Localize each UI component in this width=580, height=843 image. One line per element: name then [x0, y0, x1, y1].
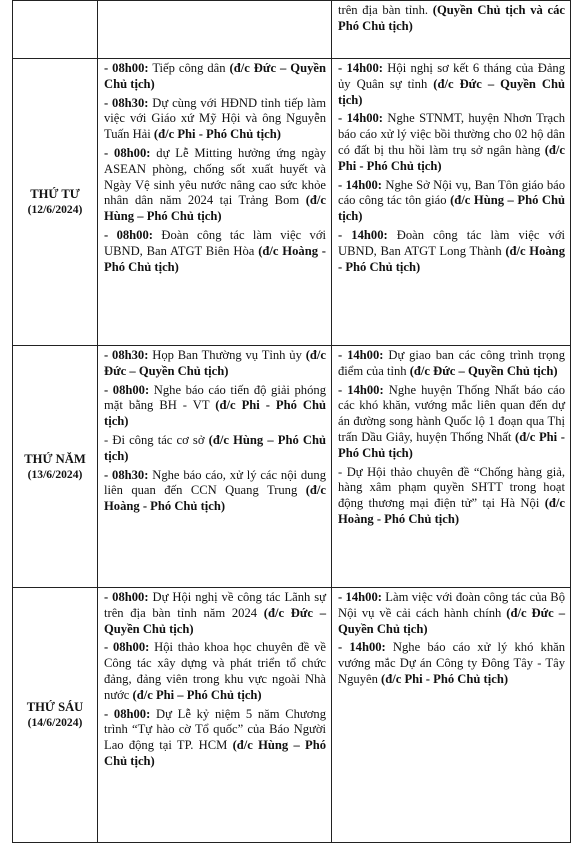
- item-person: (đ/c Hùng – Phó Chủ tịch): [104, 738, 327, 768]
- day-cell-empty: [13, 1, 98, 59]
- day-cell: [13, 59, 98, 346]
- schedule-row-thursday: [13, 346, 571, 588]
- item-text: Đoàn công tác làm việc với UBND, Ban ATGT Biên Hòa: [104, 227, 327, 258]
- schedule-item: - 08h00: Hội thảo khoa học chuyên đề về Công tác xây dựng và phát triển tổ chức đảng, đảng viên trong khu vực ngoài Nhà nước (đ/c Phi – Phó Chủ tịch): [104, 640, 326, 702]
- day-name: THỨ SÁU: [26, 700, 84, 714]
- schedule-item: - 14h00: Nghe báo cáo xử lý khó khăn vướng mắc Dự án Công ty Đông Tây - Tây Nguyên (đ/c Phi - Phó Chủ tịch): [338, 640, 565, 686]
- item-person: (đ/c Hùng – Phó Chủ tịch): [338, 193, 566, 224]
- afternoon-cell: [332, 588, 571, 843]
- item-time: 14h00:: [345, 590, 382, 604]
- item-time: 14h00:: [351, 227, 388, 242]
- item-time: 08h00:: [114, 145, 151, 160]
- item-person: (đ/c Phi - Phó Chủ tịch): [381, 671, 509, 686]
- item-time: 14h00:: [346, 61, 383, 75]
- item-person: (đ/c Phi - Phó Chủ tịch): [153, 127, 281, 142]
- schedule-item: - Dự Hội thảo chuyên đề “Chống hàng giả, hàng xâm phạm quyền SHTT trong hoạt động thương mại điện tử” tại Hà Nội (đ/c Hoàng - Phó Chủ tịch): [338, 464, 566, 526]
- item-text: Họp Ban Thường vụ Tỉnh ủy: [152, 348, 306, 362]
- item-person: (đ/c Hùng – Phó Chủ tịch): [104, 432, 327, 463]
- item-person: (đ/c Phi - Phó Chủ tịch): [338, 429, 565, 460]
- schedule-item: - 14h00: Làm việc với đoàn công tác của Bộ Nội vụ về cải cách hành chính (đ/c Đức – Quyền Chủ tịch): [338, 590, 565, 636]
- schedule-item: - 08h30: Dự cùng với HĐND tỉnh tiếp làm việc với Giáo xứ Mỹ Hội và ông Nguyễn Tuấn Hải (đ/c Phi - Phó Chủ tịch): [104, 95, 326, 142]
- item-text: Dự Hội thảo chuyên đề “Chống hàng giả, hàng xâm phạm quyền SHTT trong hoạt động thương mại điện tử” tại Hà Nội: [338, 464, 566, 511]
- morning-cell: [98, 346, 332, 588]
- item-text: Đi công tác cơ sở: [112, 432, 209, 447]
- schedule-item: - 14h00: Hội nghị sơ kết 6 tháng của Đảng ủy Quân sự tỉnh (đ/c Đức – Quyền Chủ tịch): [338, 61, 566, 107]
- schedule-row-friday: [13, 588, 571, 843]
- item-time: 08h00:: [112, 61, 149, 75]
- schedule-item: - 14h00: Đoàn công tác làm việc với UBND, Ban ATGT Long Thành (đ/c Hoàng - Phó Chủ tịch): [338, 227, 565, 274]
- schedule-item: - 08h00: Nghe báo cáo tiến độ giải phóng mặt bằng BH - VT (đ/c Phi - Phó Chủ tịch): [104, 382, 326, 429]
- schedule-row-wednesday: [13, 59, 571, 346]
- item-text: trên địa bàn tỉnh.: [338, 3, 433, 17]
- schedule-item: - 08h30: Họp Ban Thường vụ Tỉnh ủy (đ/c Đức – Quyền Chủ tịch): [104, 348, 327, 378]
- item-text: Dự Hội nghị về công tác Lãnh sự trên địa bàn tỉnh năm 2024: [104, 590, 327, 620]
- schedule-item: - 14h00: Nghe huyện Thống Nhất báo cáo các khó khăn, vướng mắc liên quan đến dự án đường song hành Quốc lộ 1 đoạn qua Thị trấn Dầu Giây, huyện Thống Nhất (đ/c Phi - Phó Chủ tịch): [338, 382, 566, 460]
- item-text: Tiếp công dân: [152, 61, 230, 75]
- item-person: (đ/c Hoàng - Phó Chủ tịch): [338, 496, 565, 526]
- item-time: 08h00:: [116, 227, 153, 242]
- schedule-item: - 08h30: Nghe báo cáo, xử lý các nội dung liên quan đến CCN Quang Trung (đ/c Hoàng - Phó Chủ tịch): [104, 467, 327, 514]
- schedule-item: - Đi công tác cơ sở (đ/c Hùng – Phó Chủ tịch): [104, 432, 327, 463]
- item-time: 08h00:: [112, 590, 149, 604]
- item-time: 08h30:: [112, 467, 149, 482]
- item-person: (đ/c Hoàng - Phó Chủ tịch): [104, 243, 326, 274]
- item-time: 08h30:: [112, 348, 149, 362]
- item-time: 08h00:: [112, 382, 150, 397]
- day-date: (12/6/2024): [27, 203, 83, 216]
- morning-cell: [98, 59, 332, 346]
- item-time: 14h00:: [345, 177, 382, 192]
- schedule-item: - 14h00: Nghe Sở Nội vụ, Ban Tôn giáo báo cáo công tác tôn giáo (đ/c Hùng – Phó Chủ tịch): [338, 177, 566, 224]
- schedule-item: - 08h00: Đoàn công tác làm việc với UBND, Ban ATGT Biên Hòa (đ/c Hoàng - Phó Chủ tịch): [104, 227, 327, 274]
- item-time: 14h00:: [349, 640, 386, 655]
- day-name: THỨ TƯ: [30, 187, 80, 201]
- item-person: (đ/c Đức – Quyền Chủ tịch): [338, 76, 565, 107]
- item-text: Hội nghị sơ kết 6 tháng của Đảng ủy Quân sự tỉnh: [338, 61, 566, 91]
- item-text: Nghe báo cáo tiến độ giải phóng mặt bằng BH - VT: [104, 382, 326, 413]
- item-time: 14h00:: [347, 348, 384, 362]
- item-text: Nghe Sở Nội vụ, Ban Tôn giáo báo cáo công tác tôn giáo: [338, 177, 566, 208]
- afternoon-cell: [332, 59, 571, 346]
- item-person: (đ/c Phi – Phó Chủ tịch): [132, 687, 262, 702]
- item-text: Nghe STNMT, huyện Nhơn Trạch báo cáo xử lý việc bồi thường cho 02 hộ dân có đất bị thu hồi làm trụ sở ngân hàng: [338, 111, 566, 157]
- item-person: (đ/c Hùng – Phó Chủ tịch): [104, 193, 326, 224]
- schedule-item: [338, 3, 565, 35]
- item-person: (đ/c Hoàng - Phó Chủ tịch): [104, 483, 326, 514]
- item-person: (đ/c Đức – Quyền Chủ tịch): [338, 605, 565, 636]
- item-time: 14h00:: [346, 111, 383, 126]
- item-text: Dự giao ban các công trình trọng điểm của tỉnh: [338, 348, 565, 378]
- item-time: 08h30:: [112, 95, 149, 110]
- morning-cell-empty: [98, 1, 332, 59]
- item-text: Đoàn công tác làm việc với UBND, Ban ATGT Long Thành: [338, 227, 565, 258]
- day-date: (13/6/2024): [27, 467, 83, 481]
- item-person: (Quyền Chủ tịch và các Phó Chủ tịch): [338, 3, 566, 33]
- item-person: (đ/c Đức – Quyền Chủ tịch): [104, 348, 327, 378]
- schedule-row-continued: [13, 1, 571, 59]
- schedule-item: - 08h00: dự Lễ Mitting hưởng ứng ngày ASEAN phòng, chống sốt xuất huyết và Ngày Vệ sinh yêu nước nâng cao sức khỏe nhân dân năm 2024 tại Trảng Bom (đ/c Hùng – Phó Chủ tịch): [104, 145, 327, 224]
- item-text: Nghe báo cáo, xử lý các nội dung liên quan đến CCN Quang Trung: [104, 467, 327, 498]
- item-person: (đ/c Phi - Phó Chủ tịch): [338, 142, 565, 173]
- item-text: Dự cùng với HĐND tỉnh tiếp làm việc với Giáo xứ Mỹ Hội và ông Nguyễn Tuấn Hải: [104, 95, 326, 142]
- schedule-item: - 14h00: Dự giao ban các công trình trọng điểm của tỉnh (đ/c Đức – Quyền Chủ tịch): [338, 348, 565, 378]
- item-text: Dự Lễ kỷ niệm 5 năm Chương trình “Tự hào cờ Tổ quốc” của Báo Người Lao động tại TP. HCM: [104, 706, 327, 753]
- item-time: 14h00:: [347, 382, 384, 397]
- day-cell: [13, 588, 98, 843]
- item-text: Nghe báo cáo xử lý khó khăn vướng mắc Dự án Công ty Đông Tây - Tây Nguyên: [338, 640, 565, 686]
- day-cell: [13, 346, 98, 588]
- item-text: Nghe huyện Thống Nhất báo cáo các khó khăn, vướng mắc liên quan đến dự án đường song hành Quốc lộ 1 đoạn qua Thị trấn Dầu Giây, huyện Thống Nhất: [338, 382, 566, 444]
- day-name: THỨ NĂM: [24, 451, 86, 466]
- item-text: Hội thảo khoa học chuyên đề về Công tác xây dựng và phát triển tổ chức đảng, đảng viên trong khu vực ngoài Nhà nước: [104, 640, 326, 702]
- item-time: 08h00:: [112, 640, 150, 655]
- schedule-item: - 08h00: Dự Hội nghị về công tác Lãnh sự trên địa bàn tỉnh năm 2024 (đ/c Đức – Quyền Chủ tịch): [104, 590, 327, 636]
- item-text: dự Lễ Mitting hưởng ứng ngày ASEAN phòng, chống sốt xuất huyết và Ngày Vệ sinh yêu nước nâng cao sức khỏe nhân dân năm 2024 tại Trảng Bom: [104, 145, 327, 208]
- schedule-table: [12, 0, 571, 843]
- item-person: (đ/c Phi - Phó Chủ tịch): [104, 398, 326, 429]
- afternoon-cell: [332, 346, 571, 588]
- item-text: Làm việc với đoàn công tác của Bộ Nội vụ về cải cách hành chính: [338, 590, 565, 620]
- schedule-item: - 14h00: Nghe STNMT, huyện Nhơn Trạch báo cáo xử lý việc bồi thường cho 02 hộ dân có đất bị thu hồi làm trụ sở ngân hàng (đ/c Phi - Phó Chủ tịch): [338, 111, 566, 173]
- item-time: 08h00:: [113, 706, 151, 721]
- afternoon-cell: [332, 1, 571, 59]
- day-date: (14/6/2024): [27, 716, 83, 729]
- item-person: (đ/c Hoàng - Phó Chủ tịch): [338, 243, 565, 274]
- item-person: (đ/c Đức – Quyền Chủ tịch): [104, 61, 326, 91]
- schedule-item: - 08h00: Tiếp công dân (đ/c Đức – Quyền Chủ tịch): [104, 61, 326, 91]
- item-person: (đ/c Đức – Quyền Chủ tịch): [409, 363, 558, 378]
- schedule-item: - 08h00: Dự Lễ kỷ niệm 5 năm Chương trình “Tự hào cờ Tổ quốc” của Báo Người Lao động tại TP. HCM (đ/c Hùng – Phó Chủ tịch): [104, 706, 327, 768]
- morning-cell: [98, 588, 332, 843]
- item-person: (đ/c Đức – Quyền Chủ tịch): [104, 605, 326, 636]
